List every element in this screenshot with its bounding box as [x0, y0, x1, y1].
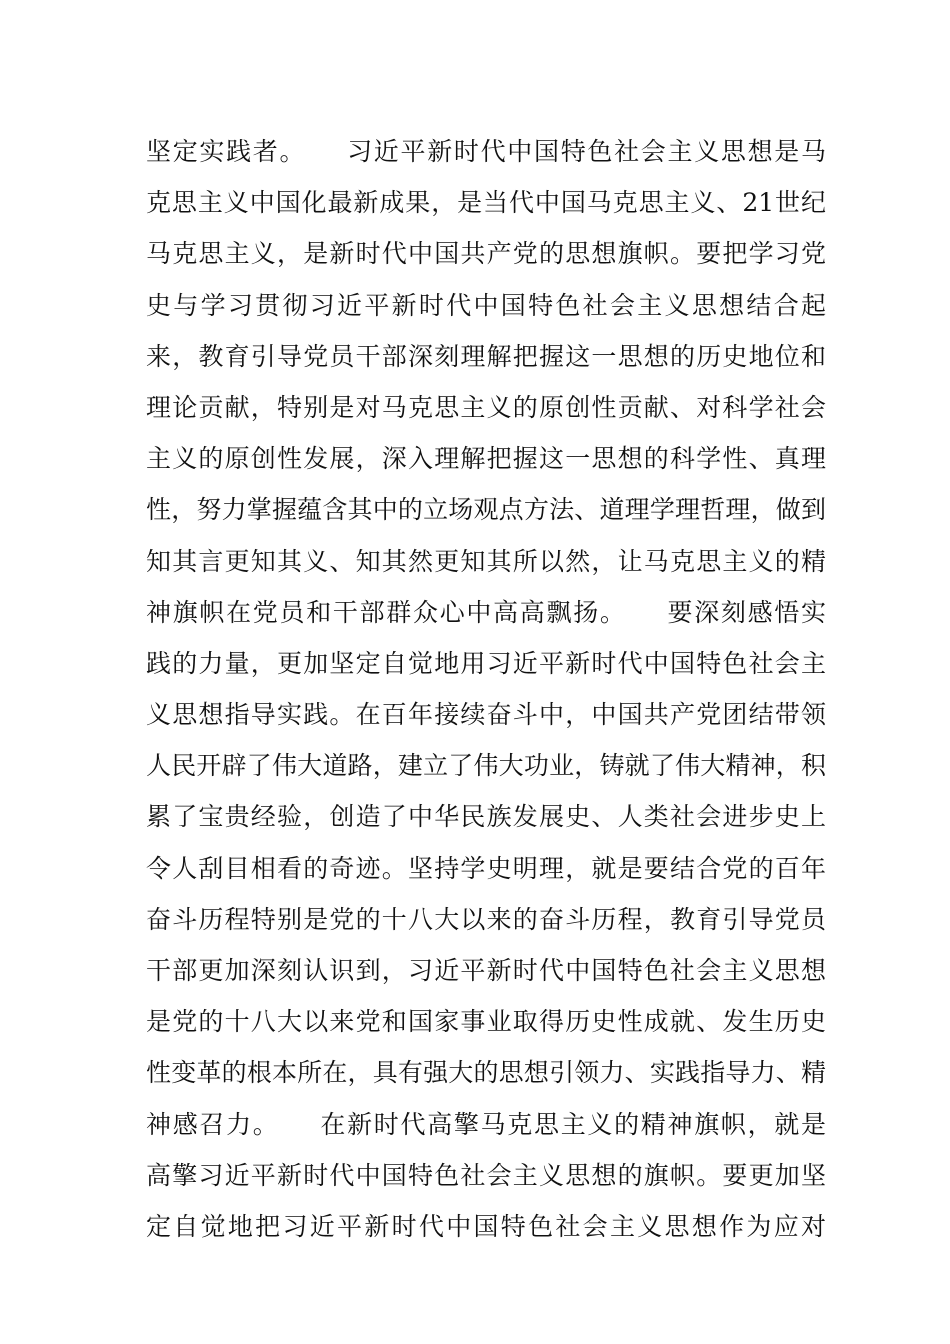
text-line: 马克思主义，是新时代中国共产党的思想旗帜。要把学习党	[146, 239, 826, 269]
text-line: 主义的原创性发展，深入理解把握这一思想的科学性、真理	[146, 444, 826, 474]
text-line: 性变革的根本所在，具有强大的思想引领力、实践指导力、精	[146, 1058, 826, 1088]
text-line: 令人刮目相看的奇迹。坚持学史明理，就是要结合党的百年	[146, 853, 826, 883]
text-line: 人民开辟了伟大道路，建立了伟大功业，铸就了伟大精神，积	[146, 751, 826, 781]
text-line: 坚定实践者。 习近平新时代中国特色社会主义思想是马	[146, 137, 826, 166]
text-line: 神感召力。 在新时代高擎马克思主义的精神旗帜，就是	[146, 1109, 826, 1139]
text-line: 性，努力掌握蕴含其中的立场观点方法、道理学理哲理，做到	[146, 495, 826, 525]
text-line: 来，教育引导党员干部深刻理解把握这一思想的历史地位和	[146, 341, 826, 371]
text-line: 知其言更知其义、知其然更知其所以然，让马克思主义的精	[146, 546, 826, 576]
text-line: 义思想指导实践。在百年接续奋斗中，中国共产党团结带领	[146, 700, 826, 730]
text-line: 高擎习近平新时代中国特色社会主义思想的旗帜。要更加坚	[146, 1160, 826, 1190]
text-line: 干部更加深刻认识到，习近平新时代中国特色社会主义思想	[146, 956, 826, 985]
body-text	[146, 126, 826, 1252]
text-line: 神旗帜在党员和干部群众心中高高飘扬。 要深刻感悟实	[146, 597, 826, 627]
text-line: 是党的十八大以来党和国家事业取得历史性成就、发生历史	[146, 1007, 826, 1037]
text-line: 践的力量，更加坚定自觉地用习近平新时代中国特色社会主	[146, 648, 826, 678]
text-line: 定自觉地把习近平新时代中国特色社会主义思想作为应对	[146, 1211, 826, 1241]
text-line: 累了宝贵经验，创造了中华民族发展史、人类社会进步史上	[146, 802, 826, 832]
text-line: 史与学习贯彻习近平新时代中国特色社会主义思想结合起	[146, 290, 826, 320]
text-line: 克思主义中国化最新成果，是当代中国马克思主义、21世纪	[146, 188, 826, 218]
text-line: 奋斗历程特别是党的十八大以来的奋斗历程，教育引导党员	[146, 904, 826, 934]
text-line: 理论贡献，特别是对马克思主义的原创性贡献、对科学社会	[146, 392, 826, 422]
